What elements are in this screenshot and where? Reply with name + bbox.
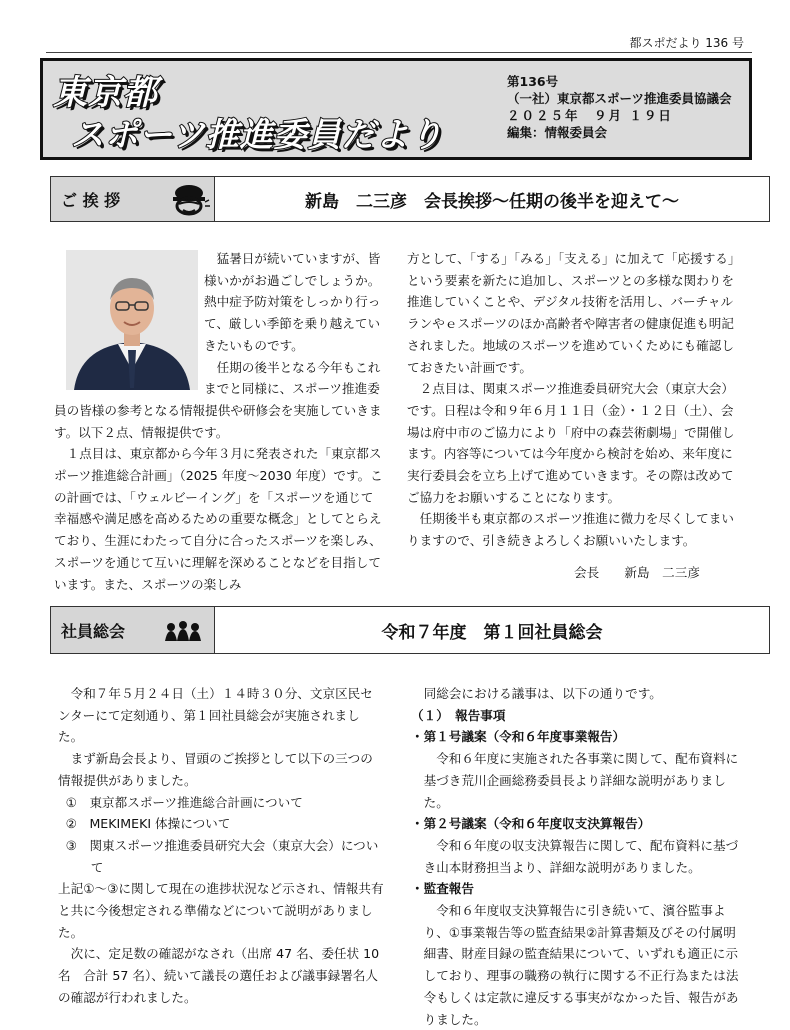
group-meeting-icon (163, 619, 203, 643)
report-body: 令和６年度に実施された各事業に関して、配布資料に基づき荒川企画総務委員長より詳細な説明がありました。 (423, 751, 739, 810)
greeting-paragraph: ２点目は、関東スポーツ推進委員研究大会（東京大会）です。日程は令和９年６月１１日（金）・１２日（土）、会場は府中市のご協力により「府中の森芸術劇場」で開催します。内容等については今年度から検討を始め、来年度に実行委員会を立ち上げて進めていきます。その際は改めてご協力をお願いすることになります。 (407, 381, 735, 505)
greeting-section-bar (50, 176, 770, 222)
meeting-paragraph: 次に、定足数の確認がなされ（出席 47 名、委任状 10 名 合計 57 名）、続いて議長の選任および議事録署名人の確認が行われました。 (58, 946, 380, 1005)
agenda-item: ③ 関東スポーツ推進委員研究大会（東京大会）について (65, 837, 379, 875)
agenda-item: ① 東京都スポーツ推進総合計画について (65, 794, 303, 810)
meeting-left-column (58, 683, 384, 1009)
issue-number: 第136号 (507, 74, 559, 89)
greeting-left-column (54, 248, 384, 595)
meeting-right-column (411, 683, 747, 1030)
greeting-paragraph: １点目は、東京都から今年３月に発表された「東京都スポーツ推進総合計画」（2025 年度～2030 年度）です。この計画では、「ウェルビーイング」を「スポーツを通じて幸福感や満足感を高めるための重要な概念」としてとらえており、生涯にわたって自分に合ったスポーツを楽しみ、スポーツを通じて互いに理解を深めることなどを目指しています。また、スポーツの楽しみ (54, 446, 383, 592)
logo-line1: 東京都 (53, 73, 158, 113)
report-title: ・第２号議案（令和６年度収支決算報告） (411, 816, 651, 832)
meeting-title: 令和７年度 第１回社員総会 (381, 622, 603, 643)
masthead-info (507, 73, 732, 141)
meeting-paragraph: まず新島会長より、冒頭のご挨拶として以下の三つの情報提供がありました。 (58, 751, 373, 788)
photo-spacer (54, 248, 204, 392)
report-heading: （１） 報告事項 (411, 707, 506, 723)
greeting-title: 新島 二三彦 会長挨拶～任期の後半を迎えて～ (305, 191, 679, 212)
report-title: ・監査報告 (411, 881, 474, 897)
issue-date: ２０２５年 ９月 １９日 (507, 108, 673, 123)
report-body: 令和６年度の収支決算報告に関して、配布資料に基づき山本財務担当より、詳細な説明がありました。 (423, 837, 739, 875)
editor: 編集：情報委員会 (507, 125, 608, 140)
running-header: 都スポだより 136 号 (629, 36, 744, 50)
meeting-paragraph: 同総会における議事は、以下の通りです。 (423, 686, 662, 701)
signature: 会長 新島 二三彦 (574, 565, 700, 580)
greeting-paragraph: 任期の後半となる今年もこれまでと同様に、スポーツ推進委員の皆様の参考となる情報提供や研修会を実施していきます。以下２点、情報提供です。 (54, 359, 382, 440)
greeting-paragraph: 猛暑日が続いていますが、皆様いかがお過ごしでしょうか。熱中症予防対策をしっかり行って、厳しい季節を乗り越えていきたいものです。 (204, 251, 381, 353)
meeting-label-text: 社員総会 (61, 621, 126, 641)
speaking-person-icon (169, 184, 211, 216)
report-body: 令和６年度収支決算報告に引き続いて、濱谷監事より、①事業報告等の監査結果②計算書類及びその付属明細書、財産目録の監査結果について、いずれも適正に示しており、理事の職務の執行に関する不正行為または法令もしくは定款に違反する事実がなかった旨、報告がありました。 (423, 903, 739, 1027)
masthead (40, 58, 752, 160)
greeting-right-column (407, 248, 745, 552)
header-rule (46, 52, 752, 53)
report-title: ・第１号議案（令和６年度事業報告） (411, 729, 626, 745)
newsletter-logo (49, 65, 509, 155)
logo-line2: スポーツ推進委員だより (71, 115, 444, 154)
agenda-item: ② MEKIMEKI 体操について (65, 816, 231, 832)
publisher: （一社）東京都スポーツ推進委員協議会 (507, 91, 732, 106)
meeting-section-bar (50, 606, 770, 654)
greeting-paragraph: 任期後半も東京都のスポーツ推進に微力を尽くしてまいりますので、引き続きよろしくお願いいたします。 (407, 511, 734, 549)
meeting-paragraph: 上記①～③に関して現在の進捗状況など示され、情報共有と共に今後想定される準備などについて説明がありました。 (58, 881, 384, 940)
greeting-label-text: ご 挨 拶 (61, 190, 121, 210)
meeting-paragraph: 令和７年５月２４日（土）１４時３０分、文京区民センターにて定刻通り、第１回社員総会が実施されました。 (58, 686, 373, 745)
greeting-paragraph: 方として、「する」「みる」「支える」に加えて「応援する」という要素を新たに追加し、スポーツとの多様な関わりを推進していくことや、デジタル技術を活用し、バーチャルランやｅスポーツのほか高齢者や障害者の健康促進も明記されました。地域のスポーツを進めていくためにも確認しておきたい計画です。 (407, 251, 741, 375)
